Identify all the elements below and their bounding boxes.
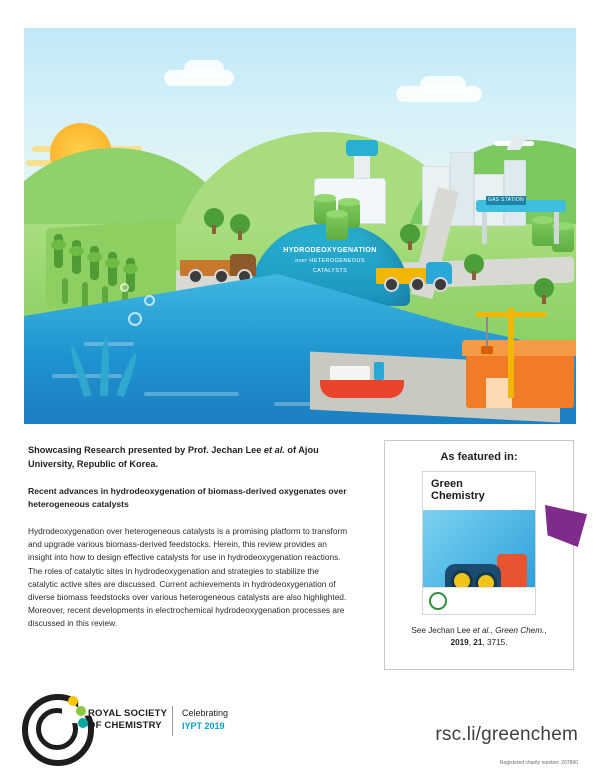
cover-art-shape — [497, 554, 527, 588]
fuel-truck — [376, 258, 452, 292]
caption-journal: Green Chem. — [495, 626, 545, 635]
cloud-icon — [184, 60, 224, 78]
cargo-ship — [320, 358, 404, 398]
tree-icon — [204, 208, 224, 234]
as-featured-in-panel — [384, 440, 574, 670]
journal-url[interactable]: rsc.li/greenchem — [435, 724, 578, 745]
logo-divider — [172, 706, 173, 736]
iypt-label: IYPT 2019 — [182, 721, 225, 731]
caption-sep2: , — [482, 638, 487, 647]
journal-name-line1: Green — [431, 478, 463, 490]
tunnel-label-line2: over HETEROGENEOUS — [295, 258, 365, 264]
journal-cover-art — [423, 510, 535, 588]
journal-name-line2: Chemistry — [431, 490, 485, 502]
rsc-wordmark-line2: OF CHEMISTRY — [88, 720, 162, 731]
cover-artwork — [24, 28, 576, 424]
rsc-mark-icon — [22, 694, 82, 754]
caption-year: 2019 — [450, 638, 469, 647]
biomass-truck — [180, 250, 256, 284]
cover-text-block — [28, 444, 348, 631]
crane-icon — [476, 308, 546, 398]
tunnel-label-line1: HYDRODEOXYGENATION — [283, 247, 377, 254]
gas-station — [476, 200, 566, 244]
gas-station-sign: GAS STATION — [487, 197, 525, 203]
tree-icon — [534, 278, 554, 304]
caption-mid: , — [490, 626, 496, 635]
rsc-wordmark — [88, 708, 167, 732]
journal-cover-thumbnail[interactable] — [422, 471, 536, 615]
corn-plant — [90, 246, 99, 280]
tunnel-label-line3: CATALYSTS — [312, 268, 348, 274]
storage-tank — [326, 214, 348, 240]
showcase-line — [28, 444, 348, 471]
wave — [144, 392, 239, 396]
showcase-prefix: Showcasing Research presented by Prof. Jechan Lee — [28, 445, 264, 455]
crop-row — [82, 282, 88, 308]
showcase-italic: et al. — [263, 445, 285, 455]
crop-row — [62, 278, 68, 304]
bubble-icon — [144, 295, 155, 306]
featured-caption — [397, 625, 561, 649]
corn-plant — [72, 240, 81, 274]
corn-plant — [54, 234, 63, 268]
algae-icon — [82, 326, 142, 396]
caption-etal: et al. — [472, 626, 491, 635]
caption-page: 3715. — [486, 638, 508, 647]
bubble-icon — [120, 283, 129, 292]
caption-suffix: , — [544, 626, 547, 635]
tree-icon — [230, 214, 250, 240]
decorative-purple-shape — [545, 505, 587, 547]
bubble-icon — [128, 312, 142, 326]
rsc-logo — [22, 694, 272, 758]
journal-cover-footer — [423, 587, 535, 614]
rsc-logo-small-icon — [429, 592, 447, 610]
rsc-wordmark-line1: ROYAL SOCIETY — [88, 708, 168, 719]
article-title: Recent advances in hydrodeoxygenation of biomass-derived oxygenates over heterogeneous catalysts — [28, 486, 347, 509]
charity-number: Registered charity number: 207890 — [499, 760, 578, 766]
building — [450, 152, 474, 226]
tree-icon — [464, 254, 484, 280]
celebrating-label: Celebrating — [182, 708, 229, 718]
cloud-icon — [420, 76, 466, 94]
iypt-badge — [182, 707, 228, 733]
caption-volume: 21 — [473, 638, 483, 647]
showcase-suffix: of Ajou University, Republic of Korea. — [28, 445, 319, 469]
tree-icon — [400, 224, 420, 250]
caption-sep1: , — [468, 638, 474, 647]
airplane-icon — [494, 136, 534, 150]
abstract-text: Hydrodeoxygenation over heterogeneous catalysts is a promising platform to transform and upgrade various biomass-derived feedstocks. Herein, this review provides an insight into how to design effective catalysts for use in hydrodeoxygenation reactions. The roles of catalytic sites in hydrodeoxygenation and strategies to stabilize the catalytic active sites are discussed. Current achievements in hydrodeoxygenation of diverse biomass feedstocks over various heterogeneous catalysts are also highlighted. Moreover, recent developments in electrochemical hydrodeoxygenation processes are discussed in this review. — [28, 526, 348, 629]
journal-name — [431, 478, 485, 502]
corn-plant — [108, 252, 117, 286]
caption-prefix: See Jechan Lee — [411, 626, 473, 635]
featured-title: As featured in: — [440, 451, 518, 463]
